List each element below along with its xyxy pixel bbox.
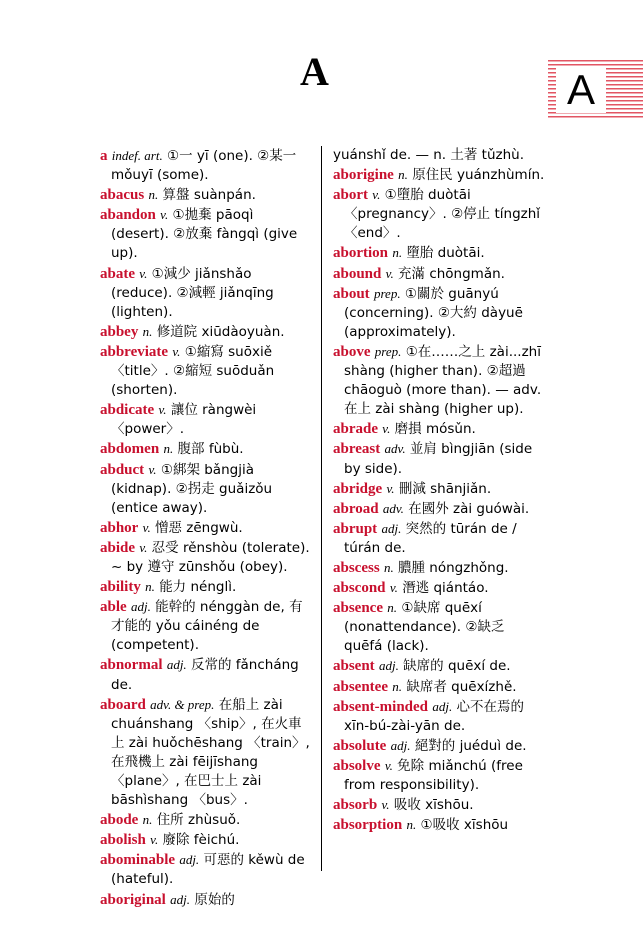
dictionary-entry (100, 439, 310, 459)
entry-part-of-speech: n. (142, 812, 153, 828)
entry-definition: 算盤 suànpán. (162, 187, 256, 204)
entry-part-of-speech: v. (386, 480, 395, 496)
entry-headword: abscess (333, 559, 380, 576)
entry-definition: 可惡的 kěwù de (hateful). (111, 852, 305, 888)
entry-headword: absorption (333, 817, 403, 834)
entry-part-of-speech: v. (150, 832, 159, 848)
dictionary-entry (333, 598, 545, 656)
entry-definition: 反常的 fǎncháng de. (111, 657, 299, 693)
dictionary-entry (333, 165, 545, 185)
entry-part-of-speech: v. (158, 402, 167, 418)
entry-definition: 墮胎 duòtāi. (406, 245, 485, 262)
entry-part-of-speech: v. (148, 461, 157, 477)
entry-part-of-speech: adj. (381, 520, 402, 536)
dictionary-entry (333, 264, 545, 284)
entry-definition: ①墮胎 duòtāi 〈pregnancy〉. ②停止 tíngzhǐ 〈end〉. (344, 187, 541, 242)
entry-definition: 充滿 chōngmǎn. (398, 265, 505, 282)
entry-part-of-speech: n. (387, 600, 398, 616)
dictionary-entry (100, 655, 310, 694)
entry-headword: abduct (100, 461, 145, 478)
dictionary-entry (333, 697, 545, 736)
entry-definition: ①一 yī (one). ②某一 mǒuyī (some). (111, 148, 297, 184)
entry-headword: absence (333, 600, 383, 617)
entry-headword: absent-minded (333, 698, 429, 715)
dictionary-entry (333, 146, 545, 165)
entry-definition: 並肩 bìngjiān (side by side). (344, 441, 533, 477)
entry-headword: abdicate (100, 402, 155, 419)
dictionary-entry (100, 695, 310, 811)
entry-definition: 憎惡 zēngwù. (155, 519, 243, 536)
entry-definition: ①拋棄 pāoqì (desert). ②放棄 fàngqì (give up). (111, 207, 298, 262)
entry-headword: above (333, 343, 371, 360)
entry-headword: abhor (100, 519, 139, 536)
dictionary-entry (100, 185, 310, 205)
dictionary-entry (100, 342, 310, 400)
entry-definition: 在國外 zài guówài. (408, 500, 530, 517)
dictionary-entry (333, 499, 545, 519)
entry-part-of-speech: n. (163, 441, 174, 457)
entry-headword: abode (100, 812, 139, 829)
entry-headword: absolve (333, 757, 381, 774)
entry-definition: 絕對的 juéduì de. (414, 737, 527, 754)
entry-part-of-speech: v. (142, 519, 151, 535)
dictionary-entry (100, 264, 310, 322)
entry-headword: aboriginal (100, 891, 166, 908)
dictionary-entry (333, 558, 545, 578)
dictionary-entry (333, 419, 545, 439)
entry-headword: aborigine (333, 167, 394, 184)
entry-part-of-speech: adj. (378, 658, 399, 674)
entry-headword: abortion (333, 245, 389, 262)
dictionary-entry (333, 439, 545, 478)
entry-part-of-speech: v. (172, 343, 181, 359)
entry-part-of-speech: v. (385, 265, 394, 281)
entry-headword: abridge (333, 480, 383, 497)
entry-definition: ①吸收 xīshōu (420, 817, 509, 834)
entry-definition: ①縮寫 suōxiě 〈title〉. ②縮短 suōduǎn (shorten). (111, 343, 275, 399)
dictionary-entry (100, 205, 310, 263)
entry-definition: 刪減 shānjiǎn. (398, 480, 492, 497)
entry-part-of-speech: n. (398, 167, 408, 183)
entry-definition: ①在……之上 zài...zhī shàng (higher than). ②超過 chāoguò (more than). — adv. 在上 zài shàng (higher up). (344, 343, 542, 418)
entry-definition: 原住民 yuánzhùmín. (412, 167, 545, 184)
entry-part-of-speech: v. (382, 421, 391, 437)
entry-headword: abolish (100, 832, 146, 849)
dictionary-entry (333, 342, 545, 419)
dictionary-entry (100, 400, 310, 439)
dictionary-entry (100, 577, 310, 597)
entry-definition: 在船上 zài chuánshang 〈ship〉, 在火車上 zài huǒchēshang 〈train〉, 在飛機上 zài fēijīshang 〈plane〉, 在巴士上 zài bāshìshang 〈bus〉. (111, 696, 310, 809)
entry-part-of-speech: v. (139, 539, 148, 555)
entry-definition: 突然的 tūrán de / túrán de. (344, 520, 517, 556)
entry-headword: abreast (333, 441, 381, 458)
dictionary-entry (333, 243, 545, 263)
entry-part-of-speech: v. (372, 187, 381, 203)
entry-headword: abbey (100, 323, 139, 340)
entry-definition: 膿腫 nóngzhǒng. (398, 559, 509, 576)
entry-headword: abdomen (100, 441, 160, 458)
entry-headword: abort (333, 187, 368, 204)
entry-part-of-speech: adv. (382, 500, 404, 516)
entry-definition: ①綁架 bǎngjià (kidnap). ②拐走 guǎizǒu (entice away). (111, 461, 273, 516)
entry-definition: ①關於 guānyú (concerning). ②大約 dàyuē (approximately). (344, 285, 523, 340)
entry-headword: abbreviate (100, 343, 169, 360)
dictionary-entry (333, 479, 545, 499)
entry-headword: absent (333, 658, 375, 675)
dictionary-entry (100, 890, 310, 910)
entry-definition: 修道院 xiūdàoyuàn. (156, 323, 285, 340)
entry-headword: abominable (100, 852, 176, 869)
entry-part-of-speech: n. (392, 245, 403, 261)
entry-definition: 缺席者 quēxízhě. (406, 678, 517, 695)
entry-headword: abrupt (333, 520, 378, 537)
entry-part-of-speech: prep. (373, 285, 401, 301)
entry-part-of-speech: adj. (432, 698, 453, 714)
entry-headword: aboard (100, 696, 146, 713)
dictionary-entry (333, 677, 545, 697)
dictionary-entry (100, 538, 310, 577)
entry-definition: ①減少 jiǎnshǎo (reduce). ②減輕 jiǎnqīng (lighten). (111, 265, 274, 320)
entry-part-of-speech: adj. (130, 599, 151, 615)
entry-part-of-speech: n. (148, 187, 159, 203)
entry-part-of-speech: n. (383, 559, 394, 575)
thumb-index-tab (548, 60, 643, 120)
entry-headword: absolute (333, 737, 387, 754)
dictionary-entry (333, 284, 545, 342)
entry-headword: abide (100, 539, 136, 556)
column-divider (321, 146, 322, 871)
dictionary-entry (100, 597, 310, 655)
entry-part-of-speech: v. (139, 265, 148, 281)
entry-part-of-speech: adv. & prep. (150, 696, 215, 712)
entry-definition: 腹部 fùbù. (177, 441, 244, 458)
dictionary-entry (333, 578, 545, 598)
entry-part-of-speech: n. (406, 817, 417, 833)
dictionary-entry (333, 656, 545, 676)
entry-definition: yuánshǐ de. — n. 土著 tǔzhù. (333, 147, 525, 163)
right-column (333, 146, 545, 835)
entry-part-of-speech: v. (384, 757, 393, 773)
entry-part-of-speech: indef. art. (111, 148, 163, 163)
entry-definition: 潛逃 qiántáo. (402, 580, 489, 597)
entry-definition: 吸收 xīshōu. (393, 797, 474, 814)
dictionary-entry (333, 815, 545, 835)
entry-part-of-speech: v. (381, 797, 390, 813)
entry-part-of-speech: v. (160, 207, 169, 223)
entry-headword: abroad (333, 500, 379, 517)
entry-definition: 廢除 fèichú. (162, 832, 240, 849)
entry-definition: 磨損 mósǔn. (394, 421, 476, 438)
dictionary-entry (333, 795, 545, 815)
entry-headword: abrade (333, 421, 378, 438)
dictionary-entry (100, 810, 310, 830)
entry-definition: 能力 nénglì. (159, 579, 237, 596)
entry-part-of-speech: adj. (390, 737, 411, 753)
entry-definition: ①缺席 quēxí (nonattendance). ②缺乏 quēfá (lack). (344, 600, 505, 655)
entry-part-of-speech: adj. (170, 891, 191, 907)
dictionary-entry (333, 756, 545, 795)
entry-definition: 住所 zhùsuǒ. (156, 812, 241, 829)
entry-definition: 原始的 (194, 891, 235, 908)
entry-definition: 忍受 rěnshòu (tolerate). ~ by 遵守 zūnshǒu (obey). (111, 539, 310, 575)
dictionary-entry (100, 322, 310, 342)
dictionary-entry (100, 460, 310, 518)
entry-part-of-speech: n. (392, 678, 403, 694)
entry-headword: abscond (333, 580, 386, 597)
dictionary-entry (333, 519, 545, 558)
dictionary-entry (100, 518, 310, 538)
entry-definition: 能幹的 nénggàn de, 有才能的 yǒu cáinéng de (competent). (111, 599, 303, 654)
left-column (100, 146, 310, 910)
entry-part-of-speech: v. (389, 580, 398, 596)
entry-part-of-speech: n. (145, 579, 155, 595)
dictionary-entry (100, 850, 310, 889)
entry-part-of-speech: adj. (166, 657, 187, 673)
dictionary-entry (100, 146, 310, 185)
dictionary-entry (333, 736, 545, 756)
entry-definition: 心不在焉的 xīn-bú-zài-yān de. (344, 698, 524, 734)
entry-definition: 讓位 ràngwèi 〈power〉. (111, 402, 257, 438)
entry-headword: abandon (100, 207, 156, 224)
entry-headword: absorb (333, 797, 378, 814)
entry-part-of-speech: adj. (179, 852, 200, 868)
entry-headword: able (100, 599, 127, 616)
entry-headword: abnormal (100, 657, 163, 674)
thumb-index-letter: A (556, 67, 606, 113)
entry-headword: abate (100, 265, 135, 282)
entry-headword: ability (100, 579, 141, 596)
entry-headword: abound (333, 265, 382, 282)
entry-headword: a (100, 148, 108, 164)
dictionary-entry (100, 830, 310, 850)
entry-definition: 缺席的 quēxí de. (403, 658, 511, 675)
entry-part-of-speech: prep. (374, 343, 402, 359)
entry-definition: 免除 miǎnchú (free from responsibility). (344, 757, 523, 793)
entry-headword: about (333, 285, 370, 302)
entry-headword: absentee (333, 678, 388, 695)
entry-part-of-speech: n. (142, 323, 153, 339)
dictionary-entry (333, 185, 545, 243)
entry-part-of-speech: adv. (384, 441, 406, 457)
page-section-letter: A (300, 49, 329, 94)
entry-headword: abacus (100, 187, 145, 204)
